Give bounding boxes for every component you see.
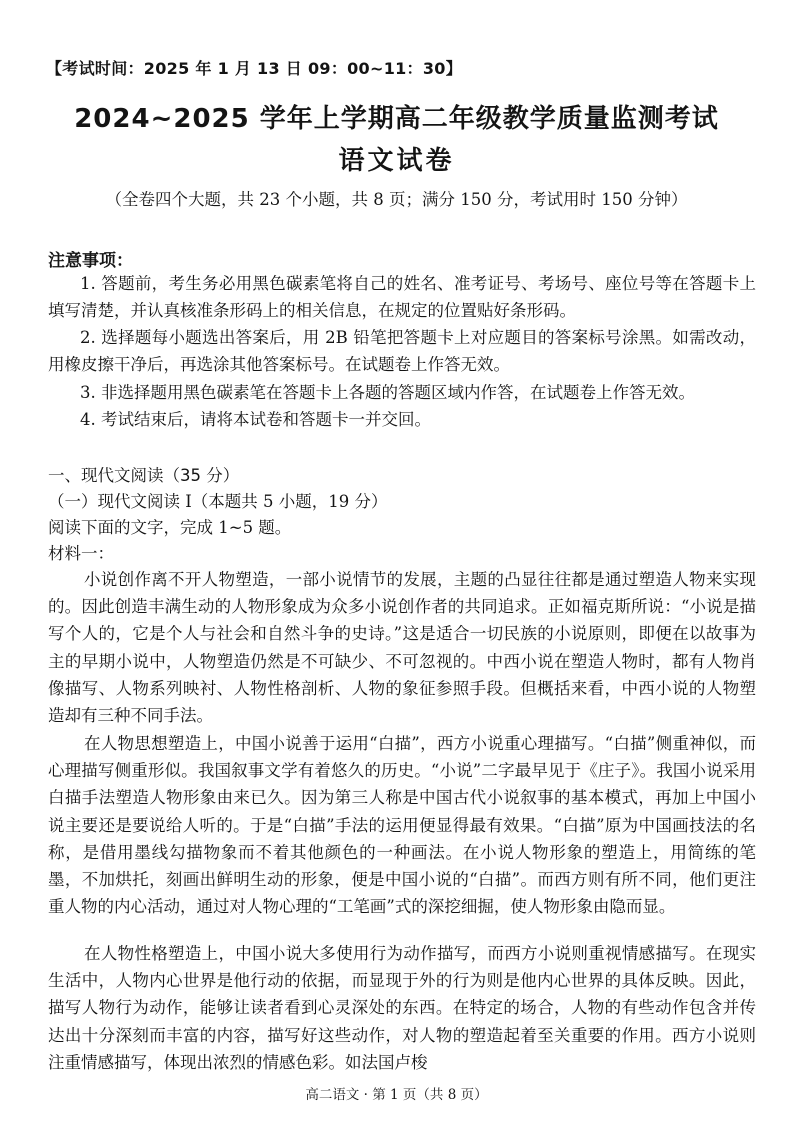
exam-info: （全卷四个大题，共 23 个小题，共 8 页；满分 150 分，考试用时 150 分钟） [105, 190, 688, 209]
section-instruction: 阅读下面的文字，完成 1~5 题。 [48, 518, 292, 537]
exam-title: 2024~2025 学年上学期高二年级教学质量监测考试 [74, 104, 719, 134]
section-heading: 一、现代文阅读（35 分） [48, 466, 240, 485]
notice-item: 4. 考试结束后，请将本试卷和答题卡一并交回。 [80, 410, 431, 429]
notice-item: 3. 非选择题用黑色碳素笔在答题卡上各题的答题区域内作答，在试题卷上作答无效。 [80, 383, 695, 402]
material-label: 材料一： [48, 544, 114, 563]
exam-time: 【考试时间：2025 年 1 月 13 日 09：00~11：30】 [46, 59, 463, 78]
paragraph-3: 在人物性格塑造上，中国小说大多使用行为动作描写，而西方小说则重视情感描写。在现实生活中，人物内心世界是他行动的依据，而显现于外的行为则是他内心世界的具体反映。因此，描写人物行为动作，能够让读者看到心灵深处的东西。在特定的场合，人物的有些动作包含并传达出十分深刻而丰富的内容，描写好这些动作，对人物的塑造起着至关重要的作用。西方小说则注重情感描写，体现出浓烈的情感色彩。如法国卢梭 [48, 944, 756, 1072]
notice-item: 1. 答题前，考生务必用黑色碳素笔将自己的姓名、准考证号、考场号、座位号等在答题卡上填写清楚，并认真核准条形码上的相关信息，在规定的位置贴好条形码。 [48, 274, 756, 320]
exam-subtitle: 语文试卷 [338, 146, 455, 176]
notice-item: 2. 选择题每小题选出答案后，用 2B 铅笔把答题卡上对应题目的答案标号涂黑。如需改动，用橡皮擦干净后，再选涂其他答案标号。在试题卷上作答无效。 [48, 328, 756, 374]
paragraph-2: 在人物思想塑造上，中国小说善于运用“白描”，西方小说重心理描写。“白描”侧重神似，而心理描写侧重形似。我国叙事文学有着悠久的历史。“小说”二字最早见于《庄子》。我国小说采用白描手法塑造人物形象由来已久。因为第三人称是中国古代小说叙事的基本模式，再加上中国小说主要还是要说给人听的。于是“白描”手法的运用便显得最有效果。“白描”原为中国画技法的名称，是借用墨线勾描物象而不着其他颜色的一种画法。在小说人物形象的塑造上，用简练的笔墨，不加烘托，刻画出鲜明生动的形象，便是中国小说的“白描”。而西方则有所不同，他们更注重人物的内心活动，通过对人物心理的“工笔画”式的深挖细掘，使人物形象由隐而显。 [48, 734, 756, 917]
notice-heading: 注意事项： [48, 251, 133, 271]
page-footer: 高二语文 · 第 1 页（共 8 页） [305, 1087, 488, 1103]
section-subheading: （一）现代文阅读 Ⅰ（本题共 5 小题，19 分） [48, 492, 388, 511]
paragraph-1: 小说创作离不开人物塑造，一部小说情节的发展，主题的凸显往往都是通过塑造人物来实现的。因此创造丰满生动的人物形象成为众多小说创作者的共同追求。正如福克斯所说：“小说是描写个人的，它是个人与社会和自然斗争的史诗。”这是适合一切民族的小说原则，即便在以故事为主的早期小说中，人物塑造仍然是不可缺少、不可忽视的。中西小说在塑造人物时，都有人物肖像描写、人物系列映衬、人物性格剖析、人物的象征参照手段。但概括来看，中西小说的人物塑造却有三种不同手法。 [48, 570, 756, 726]
